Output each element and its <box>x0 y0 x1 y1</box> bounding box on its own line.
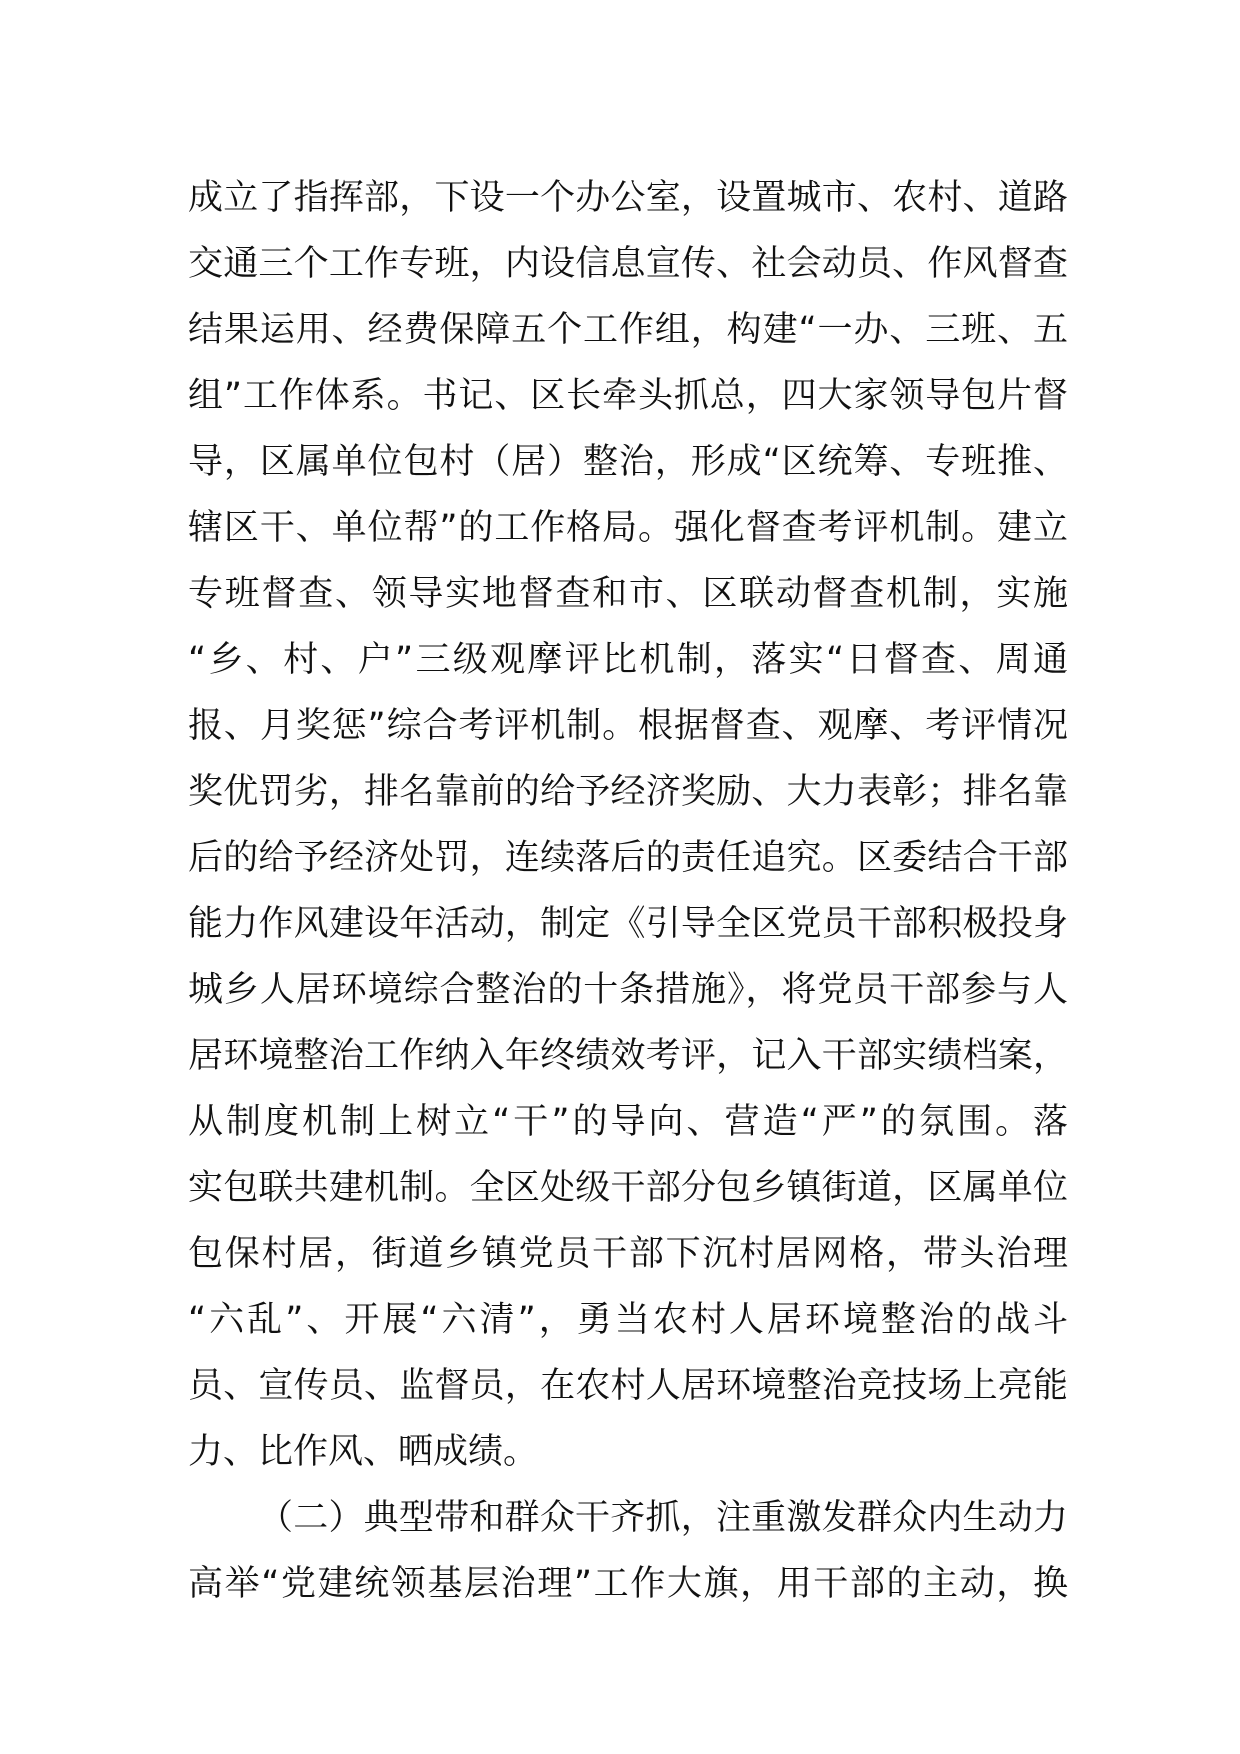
text-line-9: 报、月奖惩”综合考评机制。根据督查、观摩、考评情况 <box>188 706 1068 746</box>
text-line-3: 结果运用、经费保障五个工作组，构建“一办、三班、五 <box>188 310 1068 350</box>
text-line-12: 能力作风建设年活动，制定《引导全区党员干部积极投身 <box>188 904 1068 944</box>
text-line-4: 组”工作体系。书记、区长牵头抓总，四大家领导包片督 <box>188 376 1068 416</box>
text-line-14: 居环境整治工作纳入年终绩效考评，记入干部实绩档案， <box>188 1036 1068 1076</box>
text-line-10: 奖优罚劣，排名靠前的给予经济奖励、大力表彰；排名靠 <box>188 772 1068 812</box>
text-line-17: 包保村居，街道乡镇党员干部下沉村居网格，带头治理 <box>188 1234 1068 1274</box>
text-line-8: “乡、村、户”三级观摩评比机制，落实“日督查、周通 <box>188 640 1068 680</box>
text-line-5: 导，区属单位包村（居）整治，形成“区统筹、专班推、 <box>188 442 1068 482</box>
section-heading-2: （二）典型带和群众干齐抓，注重激发群众内生动力 <box>258 1498 1068 1538</box>
text-line-6: 辖区干、单位帮”的工作格局。强化督查考评机制。建立 <box>188 508 1068 548</box>
body-text <box>188 165 1068 1617</box>
text-line-15: 从制度机制上树立“干”的导向、营造“严”的氛围。落 <box>188 1102 1068 1142</box>
text-line-16: 实包联共建机制。全区处级干部分包乡镇街道，区属单位 <box>188 1168 1068 1208</box>
text-line-11: 后的给予经济处罚，连续落后的责任追究。区委结合干部 <box>188 838 1068 878</box>
text-line-2: 交通三个工作专班，内设信息宣传、社会动员、作风督查 <box>188 244 1068 284</box>
text-line-20: 力、比作风、晒成绩。 <box>188 1432 539 1472</box>
text-line-7: 专班督查、领导实地督查和市、区联动督查机制，实施 <box>188 574 1068 614</box>
text-line-1: 成立了指挥部，下设一个办公室，设置城市、农村、道路 <box>188 178 1068 218</box>
text-line-18: “六乱”、开展“六清”，勇当农村人居环境整治的战斗 <box>188 1300 1068 1340</box>
text-line-19: 员、宣传员、监督员，在农村人居环境整治竞技场上亮能 <box>188 1366 1068 1406</box>
text-line-22: 高举“党建统领基层治理”工作大旗，用干部的主动，换 <box>188 1564 1068 1604</box>
text-line-13: 城乡人居环境综合整治的十条措施》，将党员干部参与人 <box>188 970 1068 1010</box>
